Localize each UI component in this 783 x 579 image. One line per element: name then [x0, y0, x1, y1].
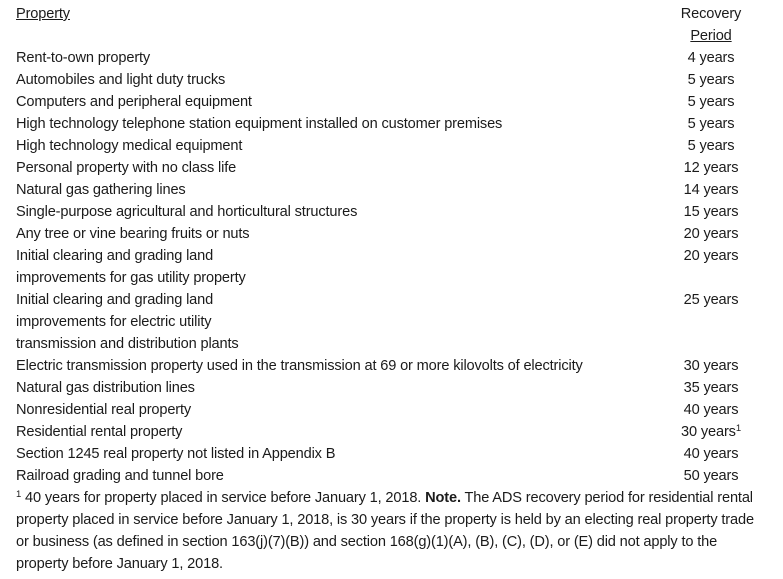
- property-label: improvements for gas utility property: [16, 270, 246, 286]
- property-cell: [16, 421, 671, 443]
- header-period-line2: Period: [690, 28, 732, 44]
- recovery-period-cell: [671, 399, 751, 421]
- recovery-period-cell: [671, 289, 751, 355]
- recovery-period-value: 25 years: [683, 292, 739, 308]
- table-row: [16, 421, 751, 443]
- table-row: [16, 179, 751, 201]
- recovery-period-value: 5 years: [687, 138, 735, 154]
- property-cell: [16, 377, 671, 399]
- property-label: Computers and peripheral equipment: [16, 94, 252, 110]
- recovery-period-value: 20 years: [683, 226, 739, 242]
- recovery-period-cell: [671, 223, 751, 245]
- recovery-period-cell: [671, 443, 751, 465]
- property-cell: [16, 223, 671, 245]
- recovery-period-cell: [671, 421, 751, 443]
- property-cell: [16, 245, 671, 289]
- recovery-period-cell: [671, 245, 751, 289]
- property-label: High technology telephone station equipment installed on customer premises: [16, 116, 503, 132]
- property-label: transmission and distribution plants: [16, 336, 239, 352]
- recovery-period-value: 30 years: [683, 358, 739, 374]
- property-label: Single-purpose agricultural and horticultural structures: [16, 204, 358, 220]
- table-row: [16, 465, 751, 487]
- recovery-period-value: 5 years: [687, 72, 735, 88]
- recovery-period-value: 35 years: [683, 380, 739, 396]
- table-row: [16, 377, 751, 399]
- recovery-period-cell: [671, 157, 751, 179]
- table-row: [16, 135, 751, 157]
- footnote-text-after: The ADS recovery period for residential rental property placed in service before January 1, 2018, is 30 years if the property is held by an electing real property trade or business (as defined in section 163(j)(7)(B)) and section 168(g)(1)(A), (B), (C), (D), or (E) did not apply to the property before January 1, 2018.: [16, 490, 754, 572]
- footnote-reference: 1: [735, 423, 741, 434]
- property-label: Nonresidential real property: [16, 402, 192, 418]
- recovery-period-value: 50 years: [683, 468, 739, 484]
- property-label: Initial clearing and grading land: [16, 292, 214, 308]
- table-row: [16, 47, 751, 69]
- recovery-period-cell: [671, 355, 751, 377]
- property-cell: [16, 179, 671, 201]
- property-label: Natural gas distribution lines: [16, 380, 195, 396]
- property-cell: [16, 157, 671, 179]
- property-label: Section 1245 real property not listed in Appendix B: [16, 446, 336, 462]
- table-row: [16, 201, 751, 223]
- recovery-period-value: 5 years: [687, 94, 735, 110]
- property-label: Railroad grading and tunnel bore: [16, 468, 224, 484]
- table-row: [16, 355, 751, 377]
- footnote: [16, 487, 761, 575]
- table-header-row: [16, 3, 751, 47]
- header-property: [16, 3, 671, 47]
- recovery-period-cell: [671, 91, 751, 113]
- property-cell: [16, 399, 671, 421]
- property-label: Initial clearing and grading land: [16, 248, 214, 264]
- recovery-period-value: 4 years: [687, 50, 735, 66]
- property-cell: [16, 135, 671, 157]
- table-body: [16, 47, 751, 487]
- recovery-period-table: [16, 3, 751, 487]
- recovery-period-value: 20 years: [683, 248, 739, 264]
- recovery-period-value: 14 years: [683, 182, 739, 198]
- recovery-period-cell: [671, 465, 751, 487]
- table-row: [16, 91, 751, 113]
- recovery-period-cell: [671, 113, 751, 135]
- property-label: Any tree or vine bearing fruits or nuts: [16, 226, 250, 242]
- table-row: [16, 443, 751, 465]
- header-period-line1: Recovery: [680, 6, 742, 22]
- property-cell: [16, 91, 671, 113]
- recovery-period-cell: [671, 377, 751, 399]
- property-cell: [16, 443, 671, 465]
- property-label: Personal property with no class life: [16, 160, 237, 176]
- recovery-period-cell: [671, 179, 751, 201]
- property-label: Residential rental property: [16, 424, 183, 440]
- recovery-period-cell: [671, 69, 751, 91]
- table-row: [16, 223, 751, 245]
- header-recovery-period: [671, 3, 751, 47]
- header-property-label: Property: [16, 6, 70, 22]
- recovery-period-cell: [671, 135, 751, 157]
- property-label: Natural gas gathering lines: [16, 182, 186, 198]
- table-row: [16, 69, 751, 91]
- table-row: [16, 289, 751, 355]
- property-label: improvements for electric utility: [16, 314, 212, 330]
- table-row: [16, 245, 751, 289]
- recovery-period-value: 40 years: [683, 402, 739, 418]
- property-cell: [16, 355, 671, 377]
- property-label: High technology medical equipment: [16, 138, 243, 154]
- recovery-period-value: 30 years: [681, 424, 736, 440]
- footnote-text-before: 40 years for property placed in service before January 1, 2018.: [21, 490, 426, 506]
- recovery-period-value: 15 years: [683, 204, 739, 220]
- footnote-note-label: Note.: [425, 490, 461, 506]
- property-label: Electric transmission property used in the transmission at 69 or more kilovolts of electricity: [16, 358, 583, 374]
- property-cell: [16, 69, 671, 91]
- property-cell: [16, 289, 671, 355]
- table-row: [16, 399, 751, 421]
- recovery-period-cell: [671, 201, 751, 223]
- property-label: Rent-to-own property: [16, 50, 151, 66]
- property-cell: [16, 201, 671, 223]
- table-row: [16, 113, 751, 135]
- property-cell: [16, 113, 671, 135]
- recovery-period-value: 12 years: [683, 160, 739, 176]
- footnote-marker: 1: [16, 489, 22, 500]
- property-cell: [16, 465, 671, 487]
- table-row: [16, 157, 751, 179]
- property-label: Automobiles and light duty trucks: [16, 72, 226, 88]
- recovery-period-value: 5 years: [687, 116, 735, 132]
- recovery-period-cell: [671, 47, 751, 69]
- recovery-period-value: 40 years: [683, 446, 739, 462]
- property-cell: [16, 47, 671, 69]
